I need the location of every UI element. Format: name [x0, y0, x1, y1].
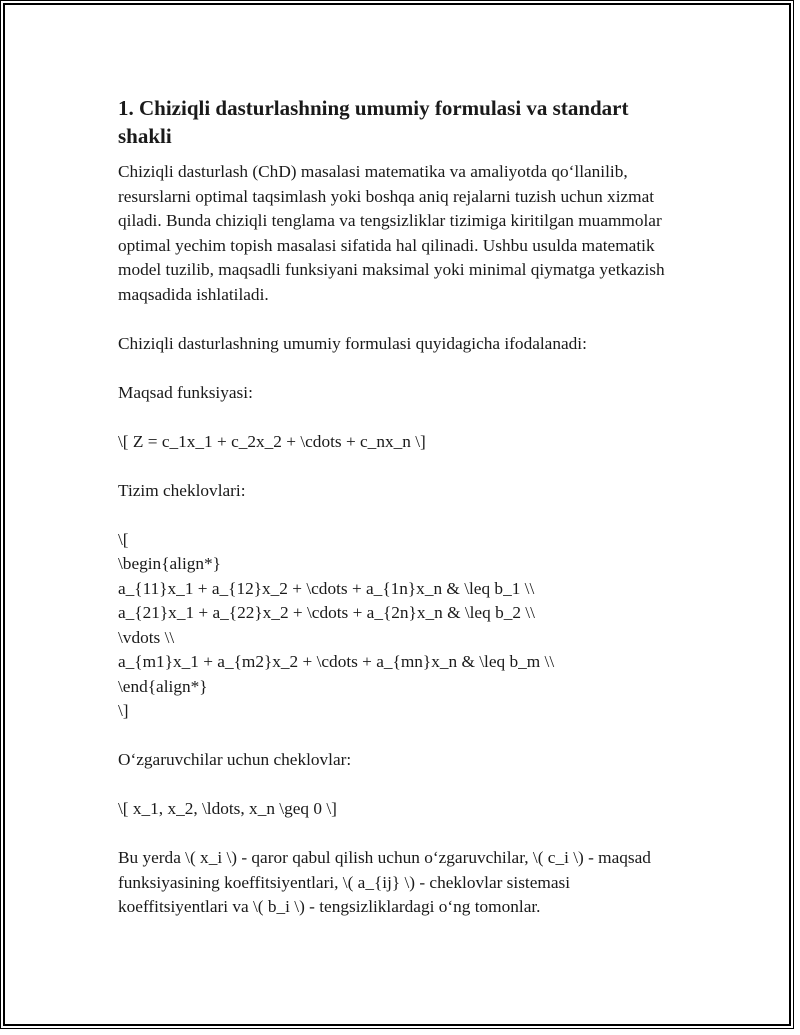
variables-label: O‘zgaruvchilar uchun cheklovlar:: [118, 750, 352, 769]
constraints-line: \end{align*}: [118, 676, 208, 696]
general-formula-intro: Chiziqli dasturlashning umumiy formulasi quyidagicha ifodalanadi:: [118, 333, 587, 353]
document-body: [118, 94, 678, 944]
constraints-line: a_{21}x_1 + a_{22}x_2 + \cdots + a_{2n}x_n & \leq b_2 \\: [118, 603, 535, 622]
section-heading: 1. Chiziqli dasturlashning umumiy formulasi va standart shakli: [118, 96, 629, 148]
constraints-label: Tizim cheklovlari:: [118, 480, 246, 500]
constraints-line: \begin{align*}: [118, 554, 221, 573]
objective-formula: \[ Z = c_1x_1 + c_2x_2 + \cdots + c_nx_n \]: [118, 431, 426, 451]
constraints-line: \[: [118, 529, 129, 549]
variables-formula: \[ x_1, x_2, \ldots, x_n \geq 0 \]: [118, 799, 337, 818]
intro-paragraph: Chiziqli dasturlash (ChD) masalasi matematika va amaliyotda qo‘llanilib, resurslarni optimal taqsimlash yoki boshqa aniq rejalarni tuzish uchun xizmat qiladi. Bunda chiziqli tenglama va tengsizliklar tizimiga kiritilgan muammolar optimal yechim topish masalasi sifatida hal qilinadi. Ushbu usulda matematik model tuzilib, maqsadli funksiyani maksimal yoki minimal qiymatga yetkazish maqsadida ishlatiladi.: [118, 162, 665, 304]
constraints-line: \]: [118, 701, 129, 720]
constraints-line: a_{m1}x_1 + a_{m2}x_2 + \cdots + a_{mn}x_n & \leq b_m \\: [118, 652, 555, 671]
explanation-paragraph: Bu yerda \( x_i \) - qaror qabul qilish uchun o‘zgaruvchilar, \( c_i \) - maqsad funksiyasining koeffitsiyentlari, \( a_{ij} \) - cheklovlar sistemasi koeffitsiyentlari va \( b_i \) - tengsizliklardagi o‘ng tomonlar.: [118, 848, 651, 916]
constraints-line: a_{11}x_1 + a_{12}x_2 + \cdots + a_{1n}x_n & \leq b_1 \\: [118, 578, 535, 598]
objective-label: Maqsad funksiyasi:: [118, 382, 253, 402]
constraints-line: \vdots \\: [118, 627, 175, 647]
constraints-formula: [118, 528, 678, 724]
